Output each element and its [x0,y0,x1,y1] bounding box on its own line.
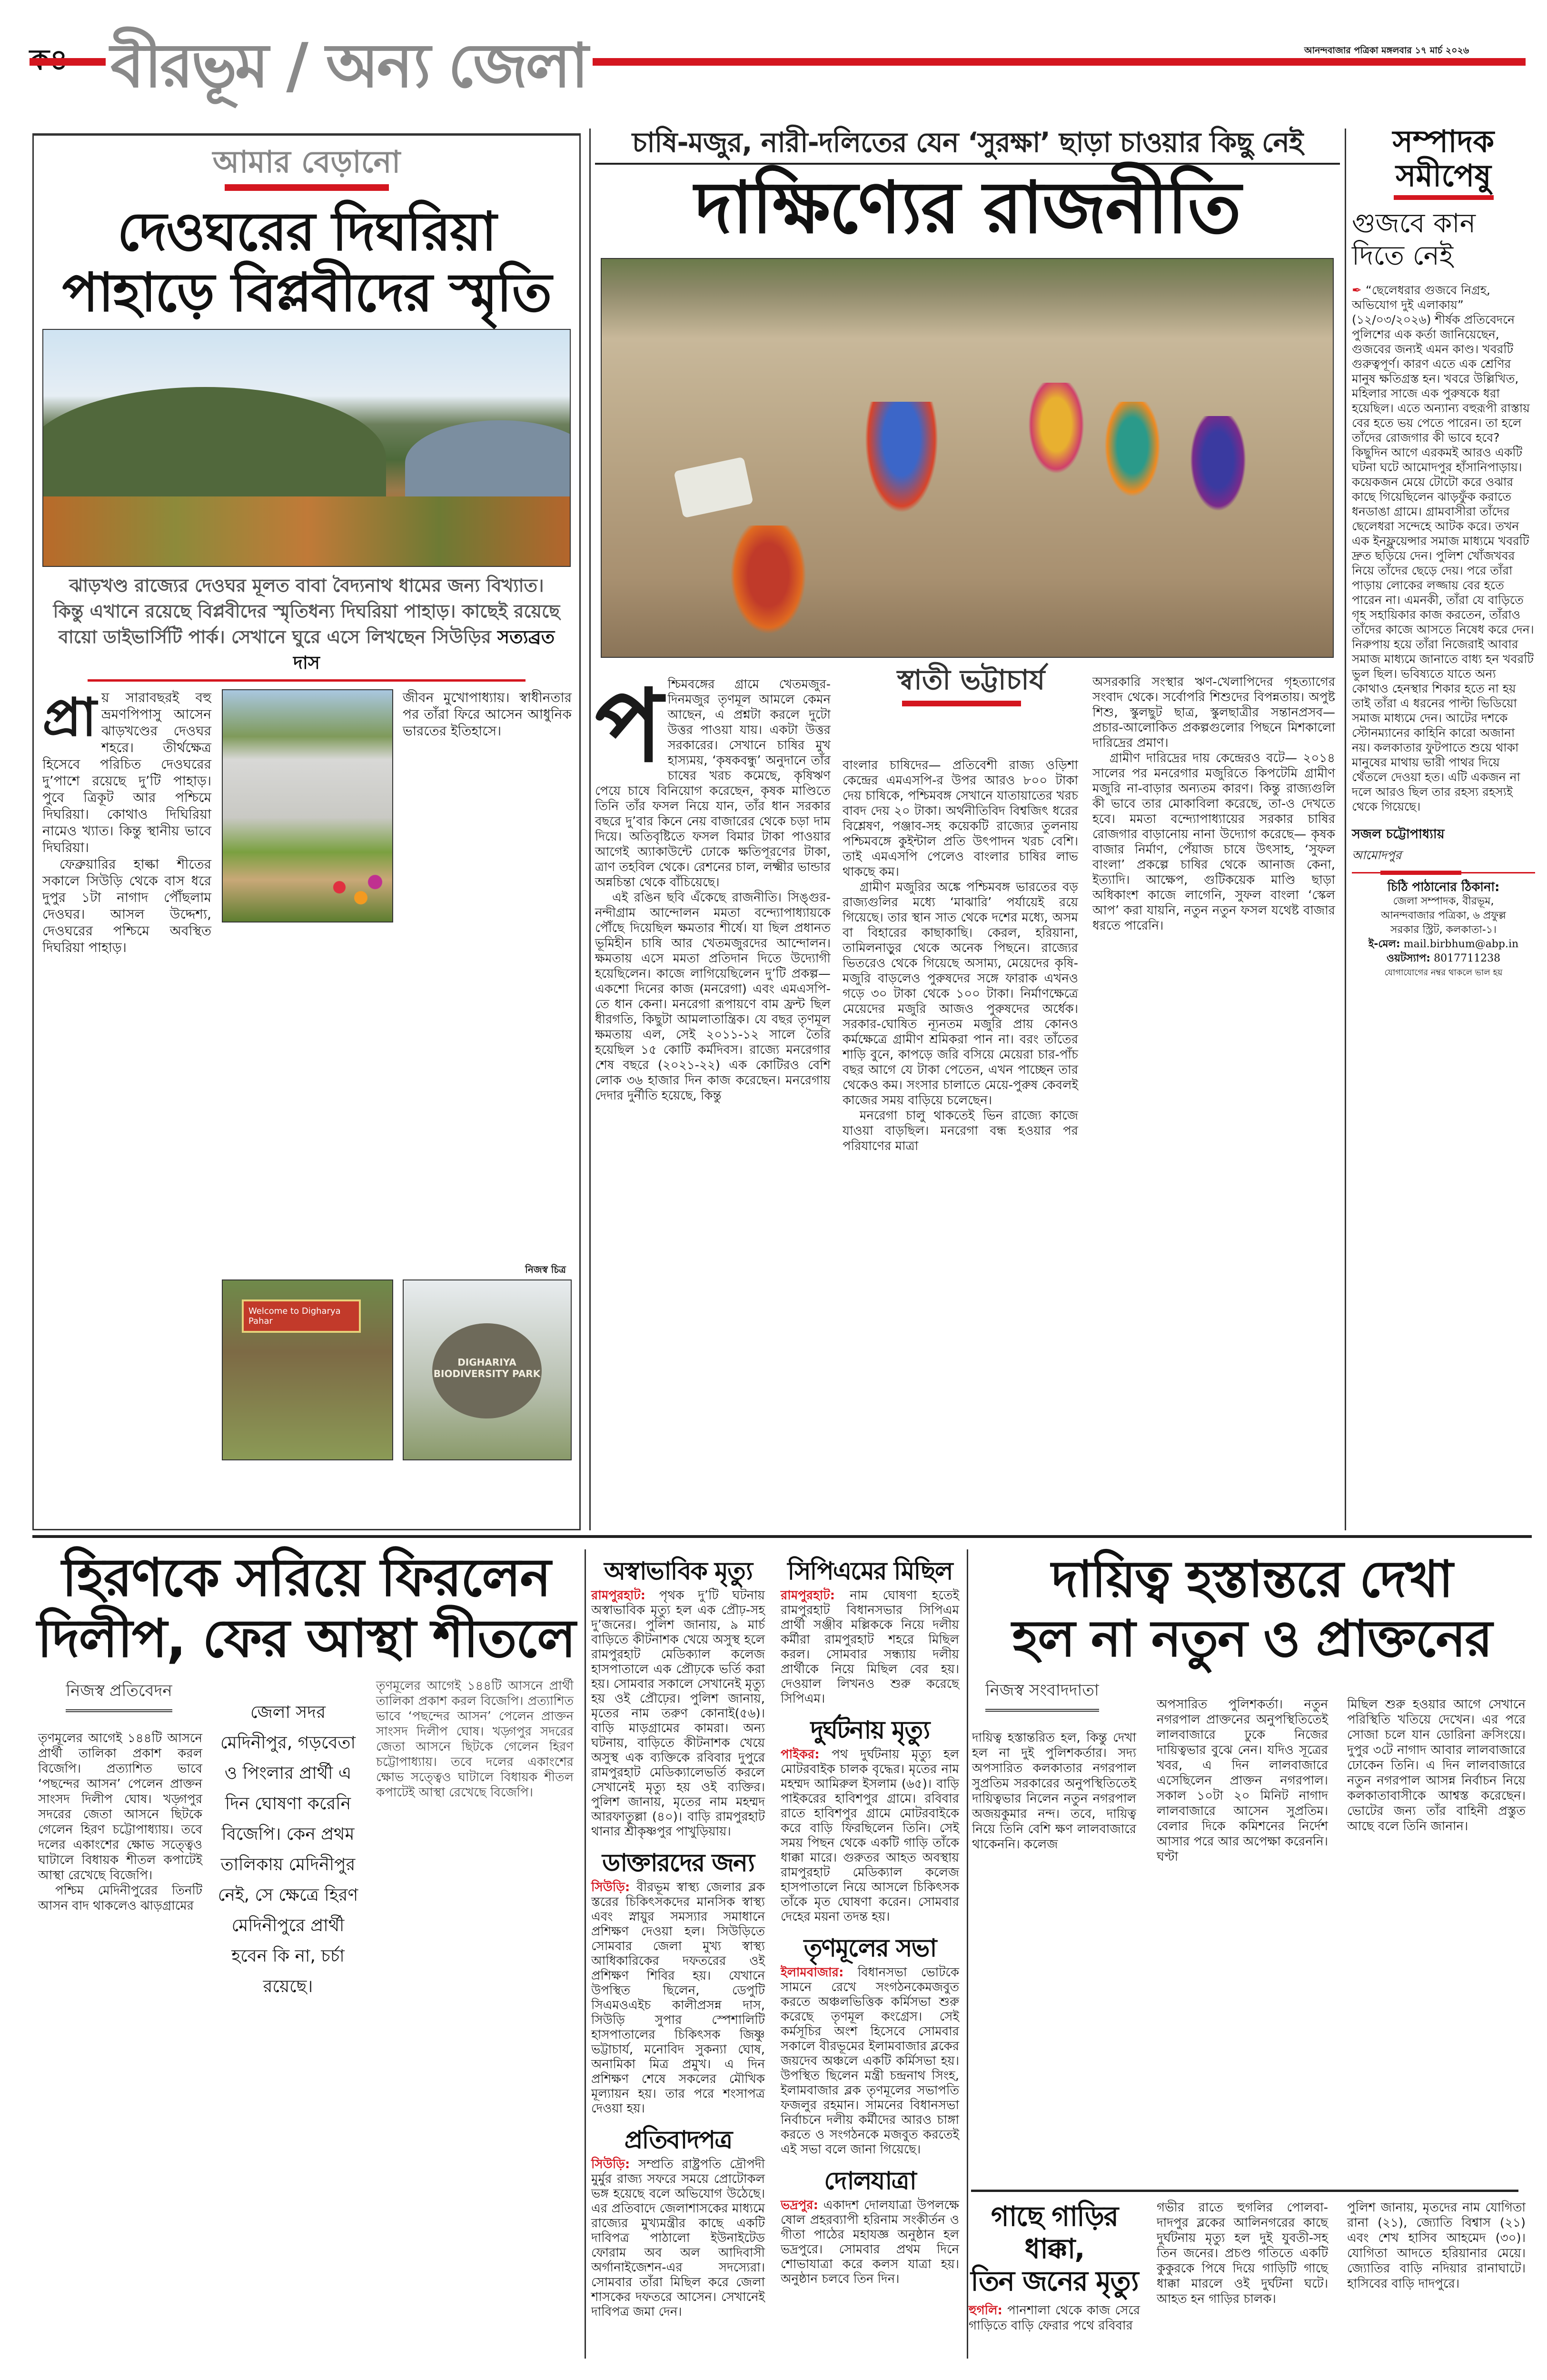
travel-headline-2: পাহাড়ে বিপ্লবীদের স্মৃতি [62,262,551,324]
address-footnote: যোগাযোগের নম্বর থাকলে ভাল হয় [1384,968,1503,978]
travel-deck [53,573,560,675]
bjp-story [32,1547,580,1996]
letters-column [1352,125,1535,980]
brief-text: সম্প্রতি রাষ্ট্রপতি দ্রৌপদী মুর্মুর রাজ্য সফরে সময়ে প্রোটোকল ভঙ্গ হয়েছে বলে অভিযোগ উঠেছে। এর প্রতিবাদে জেলাশাসকের মাধ্যমে রাজ্যের মুখ্যমন্ত্রীর কাছে একটি দাবিপত্র পাঠালো ইউনাইটেড ফোরাম অব অল আদিবাসী অর্গানাইজেশন-এর সদস্যেরা। সোমবার তাঁরা মিছিল করে জেলা শাসকের দফতরে আসেন। সেখানেই দাবিপত্র জমা দেন। [591,2157,765,2319]
travel-col-1 [42,689,211,956]
email-label: ই-মেল: [1368,938,1400,950]
masthead-bar-right [593,58,1526,66]
memorial-garden-photo [222,689,393,922]
bjp-sidebar: জেলা সদর মেদিনীপুর, গড়বেতা ও পিংলার প্রার্থী এ দিন ঘোষণা করেনি বিজেপি। কেন প্রথম তালিকায় মেদিনীপুর নেই, সে ক্ষেত্রে হিরণ মেদিনীপুরে প্রার্থী হবেন কি না, চর্চা রয়েছে। [218,1703,358,1996]
brief-title: তৃণমূলের সভা [803,1934,936,1963]
brief-place: হুগলি: [969,2303,1002,2318]
bjp-headline-1: হিরণকে সরিয়ে ফিরলেন [62,1547,550,1608]
paragraph: জীবন মুখোপাধ্যায়। স্বাধীনতার পর তাঁরা ফিরে আসেন আধুনিক ভারতের ইতিহাসে। [403,690,572,739]
paragraph: গ্রামীণ মজুরির অঙ্কে পশ্চিমবঙ্গ ভারতের বড় রাজ্যগুলির মধ্যে ‘মাঝারি’ পর্যায়েই রয়ে গিয়েছে। তার স্থান সাত থেকে দশের মধ্যে, অসম বা বিহারের কাছাকাছি। কেরল, হরিয়ানা, তামিলনাড়ুর থেকে অনেক পিছনে। রাজ্যের ভিতরেও থেকে গিয়েছে অসাম্য, মেয়েদের কৃষি-মজুরি বাড়লেও পুরুষদের সঙ্গে ফারাক এখনও গড়ে ৩০ টাকা থেকে ১০০ টাকা। নির্মাণক্ষেত্রে মেয়েদের মজুরি আজও পুরুষদের অর্ধেক। সরকার-ঘোষিত ন্যূনতম মজুরি প্রায় কোনও কর্মক্ষেত্রে গ্রামীণ শ্রমিকরা পান না। বরং তাঁতের শাড়ি বুনে, কাপড়ে জরি বসিয়ে মেয়েরা চার-পাঁচ বছর আগে যে টাকা পেতেন, এখন পাচ্ছেন তার থেকেও কম। সংসার চালাতে মেয়ে-পুরুষ কেবলই কাজের সময় বাড়িয়ে চলেছেন। [843,880,1078,1108]
brief-title: দুর্ঘটনায় মৃত্যু [810,1716,930,1745]
paragraph: ফেব্রুয়ারির হাল্কা শীতের সকালে সিউড়ি থেকে বাস ধরে দুপুর ১টা নাগাদ পৌঁছলাম দেওঘর। আসল উদ্দেশ্য, দেওঘরের পশ্চিমে অবস্থিত দিঘরিয়া পাহাড়। [42,856,211,955]
lead-byline: স্বাতী ভট্টাচার্য [897,664,1045,696]
police-headline-1: দায়িত্ব হস্তান্তরে দেখা [1051,1550,1453,1608]
shrub-foreground [43,496,571,567]
worker-figure [1182,416,1254,526]
dateline: আনন্দবাজার পত্রিকা মঙ্গলবার ১৭ মার্চ ২০২৬ [1304,45,1469,56]
worker-figure [721,526,816,649]
crash-col-2 [1157,2200,1328,2307]
briefs-col-right [781,1554,959,2287]
address-rule [1352,872,1535,873]
lead-col-2 [843,758,1078,1154]
bjp-col-3 [376,1678,574,1800]
paragraph: দায়িত্ব হস্তান্তরিত হল, কিন্তু দেখা হল না দুই পুলিশকর্তার। সদ্য অপসারিত কলকাতার নগরপাল সুপ্রতিম সরকারের অনুপস্থিতিতেই দায়িত্বভার নিলেন নতুন নগরপাল অজয়কুমার নন্দ। তবে, দায়িত্ব নিয়ে তিনি বেশি ক্ষণ লালবাজারে থাকেননি। কলেজ [972,1731,1136,1852]
travel-col-3 [403,689,572,739]
column-divider [1345,129,1346,1530]
photo-credit: নিজস্ব চিত্র [525,1264,566,1275]
welcome-sign-photo [222,1279,393,1460]
crash-story [969,2200,1530,2333]
address-box [1352,880,1535,980]
brief-place: রামপুরহাট: [781,1588,835,1603]
paragraph: গভীর রাতে হুগলির পোলবা-দাদপুর ব্লকের আলিনগরের কাছে দুর্ঘটনায় মৃত্যু হল দুই যুবতী-সহ তিন জনের। প্রচণ্ড গতিতে একটি কুকুরকে পিষে দিয়ে গাড়িটি গাছে ধাক্কা মারলে ওই দুর্ঘটনা ঘটে। আহত হন গাড়ির চালক। [1157,2201,1328,2306]
crash-left [969,2200,1140,2333]
brief [781,1931,959,2157]
women-workers-photo [601,258,1334,658]
letter-text: “ছেলেধরার গুজবে নিগ্রহ, অভিযোগ দুই এলাকায়” (১২/০৩/২০২৬) শীর্ষক প্রতিবেদনে পুলিশের এক কর্তা জানিয়েছেন, গুজবের জন্যই এমন কাণ্ড। খবরটি গুরুত্বপূর্ণ। কারণ এতে এক শ্রেণির মানুষ ক্ষতিগ্রস্ত হন। খবরে উল্লিখিত, মহিলার সাজে এক পুরুষকে ধরা হয়েছিল। এতে অন্যান্য বহুরূপী রাস্তায় বের হতে ভয় পেতে পারেন। তা হলে তাঁদের রোজগার কী ভাবে হবে? কিছুদিন আগে এরকমই আরও একটি ঘটনা ঘটে আমোদপুর হাঁসানিপাড়ায়। কয়েকজন মেয়ে টোটো করে ওঝার কাছে গিয়েছিলেন ঝাড়ফুঁক করাতে ধনডাঙা গ্রামে। গ্রামবাসীরা তাঁদের ছেলেধরা সন্দেহে আটক করে। তখন এক ইনফ্লুয়েন্সার সমাজ মাধ্যমে খবরটি দ্রুত ছড়িয়ে দেন। পুলিশ খোঁজখবর নিয়ে তাঁদের ছেড়ে দেয়। পরে তাঁরা পাড়ায় লোকের লজ্জায় বের হতে পারেন না। এমনকী, তাঁরা যে বাড়িতে গৃহ সহায়িকার কাজ করতেন, তাঁরাও তাঁদের কাজে আসতে নিষেধ করে দেন। নিরুপায় হয়ে তাঁরা নিজেরাই আবার সমাজ মাধ্যমে জানাতে বাধ্য হন খবরটি ভুল ছিল। ভবিষ্যতে যাতে অন্য কোথাও হেনস্থার শিকার হতে না হয় তাই তাঁরা এ ধরনের পাল্টা ভিডিয়ো সমাজ মাধ্যমে দেন। আটের দশকে স্টোনম্যানের কাহিনি কারো অজানা নয়। কলকাতার ফুটপাতে শুয়ে থাকা মানুষের মাথায় ভারী পাথর দিয়ে থেঁতলে দেওয়া হত। এটি একজন না দলে আরও ছিল তার রহস্য রহস্যই থেকে গিয়েছে। [1352,283,1534,813]
brief-place: রামপুরহাট: [591,1588,645,1603]
police-headline-2: হল না নতুন ও প্রাক্তনের [1012,1609,1492,1668]
bjp-col-1 [38,1731,202,1914]
crash-headline-2: তিন জনের মৃত্যু [971,2265,1138,2297]
bjp-byline [38,1678,200,1712]
crash-col-1 [969,2303,1140,2333]
sack [674,456,754,518]
paragraph: পশ্চিম মেদিনীপুরের তিনটি আসন বাদ থাকলেও ঝাড়গ্রামের [38,1884,202,1913]
address-line: আনন্দবাজার পত্রিকা, ৬ প্রফুল্ল [1381,910,1506,922]
police-col-2 [1157,1697,1328,1864]
briefs-col-left [591,1554,765,2320]
brief-text: পৃথক দু’টি ঘটনায় অস্বাভাবিক মৃত্যু হল এক প্রৌঢ়-সহ দু’জনের। পুলিশ জানায়, ৯ মার্চ বাড়িতে কীটনাশক খেয়ে অসুস্থ হলে রামপুরহাট মেডিক্যাল কলেজ হাসপাতালে এক প্রৌঢ়কে ভর্তি করা হয়। সোমবার সকালে সেখানেই মৃত্যু হয় ওই প্রৌঢ়ের। পুলিশ জানায়, মৃতের নাম তরুণ কোনাই(৫৬)। বাড়ি মাড়গ্রামের কামরা। অন্য ঘটনায়, বাড়িতে কীটনাশক খেয়ে অসুস্থ এক ব্যক্তিকে রবিবার দুপুরে রামপুরহাট মেডিক্যালেভর্তি করলে সেখানেই মৃত্যু হয় ওই ব্যক্তির। পুলিশ জানায়, মৃতের নাম মহম্মদ আরফাতুল্লা (৪০)। বাড়ি রামপুরহাট থানার শ্রীকৃষ্ণপুর পাখুড়িয়ায়। [591,1588,765,1839]
brief-title: প্রতিবাদপত্র [624,2126,732,2154]
paragraph: তৃণমূলের আগেই ১৪৪টি আসনে প্রার্থী তালিকা প্রকাশ করল বিজেপি। প্রত্যাশিত ভাবে ‘পছন্দের আসন’ পেলেন প্রাক্তন সাংসদ দিলীপ ঘোষ। খড়্গপুর সদরের জেতা আসনে ছিটকে গেলেন হিরণ চট্টোপাধ্যায়। তবে দলের একাংশের ক্ষোভ সত্ত্বেও ঘাটালে বিধায়ক শীতল কপাটেই আস্থা রেখেছে বিজেপি। [38,1731,202,1883]
travel-author: সত্যব্রত দাস [293,626,555,673]
travel-kicker: আমার বেড়ানো [212,145,401,180]
paragraph: বাংলার চাষিদের— প্রতিবেশী রাজ্য ওড়িশা কেন্দ্রের এমএসপি-র উপর আরও ৮০০ টাকা দেয় চাষিকে, পশ্চিমবঙ্গ সেখানে যাতায়াতের খরচ বাবদ দেয় ২০ টাকা। অর্থনীতিবিদ বিশ্বজিৎ ধরের বিশ্লেষণ, পঞ্জাব-সহ কয়েকটি রাজ্যের তুলনায় পশ্চিমবঙ্গে কুইন্টাল প্রতি উৎপাদন খরচ বেশি। তাই এমএসপি পেলেও বাংলার চাষির লাভ থাকছে কম। [843,758,1078,879]
lead-article [595,125,1340,1529]
address-title: চিঠি পাঠানোর ঠিকানা: [1387,880,1500,894]
byline-text: নিজস্ব সংবাদদাতা [985,1678,1099,1712]
lead-col-3 [1092,674,1335,933]
brief-place: সিউড়ি: [591,1880,630,1894]
paragraph: গ্রামীণ দারিদ্রের দায় কেন্দ্রেরও বটে— ২০১৪ সালের পর মনরেগার মজুরিতে কিপটেমি গ্রামীণ মজুরি না-বাড়ার অন্যতম কারণ। কিন্তু রাজ্যগুলি কী ভাবে তার মোকাবিলা করেছে, তা-ও দেখতে হবে। মমতা বন্দ্যোপাধ্যায়ের সরকার চাষির রোজগার বাড়ানোয় নানা উদ্যোগ করেছে— কৃষক বাজার নির্মাণ, পেঁয়াজ চাষে উৎসাহ, ‘সুফল বাংলা’ প্রকল্পে চাষির থেকে আনাজ কেনা, ইত্যাদি। আক্ষেপ, গুটিকয়েক মাণ্ডি ছাড়া অধিকাংশ কাজে লাগেনি, সুফল বাংলা ‘স্কেল আপ’ করা যায়নি, নতুন নতুন ফসল যথেষ্ট বাজার ধরতে পারেনি। [1092,751,1335,933]
brief-title: সিপিএমের মিছিল [787,1557,952,1586]
brief-place: সিউড়ি: [591,2157,630,2172]
bjp-headline-2: দিলীপ, ফের আস্থা শীতলে [37,1608,575,1669]
paragraph: শ্চিমবঙ্গের গ্রামে খেতমজুর-দিনমজুর তৃণমূল আমলে কেমন আছেন, এ প্রশ্নটা করলে দুটো উত্তর পাওয়া যায়। একটা উত্তর সরকারের। সেখানে চাষির মুখ হাস্যময়, ‘কৃষকবন্ধু’ অনুদানে তাঁর চাষের খরচ কমেছে, কৃষিঋণ পেয়ে চাষে বিনিয়োগ করেছেন, কৃষক মাণ্ডিতে তিনি তাঁর ফসল নিয়ে যান, তাঁর ধান সরকার বছরে দু’বার কিনে নেয় বাজারের থেকে চড়া দাম দিয়ে। অতিবৃষ্টিতে ফসল বিমার টাকা পাওয়ার আগেই অ্যাকাউন্টে ঢোকে ক্ষতিপূরণের টাকা, ত্রাণ তহবিল থেকে। রেশনের চাল, লক্ষ্মীর ভান্ডার অন্নচিন্তা থেকে বাঁচিয়েছে। [595,677,831,890]
brief [591,1846,765,2116]
police-col-1 [972,1730,1136,1852]
masthead-bar-left [30,58,106,66]
section-title: বীরভূম / অন্য জেলা [110,30,587,101]
paragraph: পুলিশ জানায়, মৃতদের নাম যোগিতা রানা (২১), জ্যোতি বিশ্বাস (২১) এবং শেখ হাসিব আহমেদ (৩০)। যোগিতা আদতে হরিয়ানার মেয়ে। জ্যোতির বাড়ি নদিয়ার রানাঘাটে। হাসিবের বাড়ি দাদপুরে। [1347,2201,1526,2291]
travel-article [32,133,581,1530]
section-rule [971,2190,1518,2192]
paragraph: পানশালা থেকে কাজ সেরে গাড়িতে বাড়ি ফেরার পথে রবিবার [969,2303,1140,2333]
crash-headline-1: গাছে গাড়ির ধাক্কা, [991,2200,1118,2265]
brief-place: ইলামবাজার: [781,1965,844,1980]
lead-body-area [595,663,1340,1529]
digharia-hill-photo [42,329,571,567]
page-divider [32,1535,1532,1538]
email-line [1352,937,1535,952]
crash-col-3 [1347,2200,1526,2291]
brief [591,1554,765,1839]
lead-headline: দাক্ষিণ্যের রাজনীতি [694,167,1240,249]
address-line: জেলা সম্পাদক, বীরভূম, [1393,895,1494,907]
paragraph: অসরকারি সংস্থার ঋণ-খেলাপিদের গৃহত্যাগের সংবাদ থেকে। সর্বোপরি শিশুদের বিপন্নতায়। অপুষ্ট শিশু, স্কুলছুট ছাত্র, স্কুলছাত্রীর সন্তানপ্রসব— প্রচার-আলোকিত প্রকল্পগুলোর পিছনে মিশকালো দারিদ্রের প্রমাণ। [1092,675,1335,750]
welcome-sign: Welcome to Digharya Pahar [242,1299,361,1333]
letters-title-1: সম্পাদক [1392,124,1495,159]
brief-title: ডাক্তারদের জন্য [602,1849,754,1877]
worker-figure [859,402,944,526]
kicker-underline [225,184,389,191]
brief-text: পথ দুর্ঘটনায় মৃত্যু হল মোটরবাইক চালক বৃদ্ধের। মৃতের নাম মহম্মদ আমিরুল ইসলাম (৬৫)। বাড়ি পাইকরের হাবিশপুর গ্রামে। রবিবার রাতে হাবিশপুর গ্রামে মোটরবাইকে করে বাড়ি ফিরছিলেন তিনি। সেই সময় পিছন থেকে একটি গাড়ি তাঁকে ধাক্কা মারে। গুরুতর আহত অবস্থায় রামপুরহাট মেডিক্যাল কলেজ হাসপাতালে নিয়ে আসলে চিকিৎসক তাঁকে মৃত ঘোষণা করেন। সোমবার দেহের ময়না তদন্ত হয়। [781,1747,959,1924]
letter-body [1352,283,1535,814]
brief [591,2123,765,2320]
brief-text: একাদশ দোলযাত্রা উপলক্ষে ষোল প্রহরব্যাপী হরিনাম সংকীর্তন ও গীতা পাঠের মহাযজ্ঞ অনুষ্ঠান হল ভদ্রপুরে। সোমবার প্রথম দিনে শোভাযাত্রা করে কলস যাত্রা হয়। অনুষ্ঠান চলবে তিন দিন। [781,2198,959,2286]
kicker-rule [595,163,1340,165]
lead-kicker: চাষি-মজুর, নারী-দলিতের যেন ‘সুরক্ষা’ ছাড়া চাওয়ার কিছু নেই [632,126,1303,159]
brief [781,2164,959,2287]
email-link[interactable]: mail.birbhum@abp.in [1403,938,1519,950]
address-line: সরকার স্ট্রিট, কলকাতা-১। [1390,924,1497,936]
lead-dropcap: প [595,668,663,784]
whatsapp-number: 8017711238 [1434,952,1501,964]
byline-underline [902,701,1021,706]
travel-headline-1: দেওঘরের দিঘরিয়া [117,201,496,263]
letter-headline: গুজবে কান দিতে নেই [1352,208,1476,271]
letters-underline [1394,195,1494,200]
whatsapp-line [1352,952,1535,966]
worker-figure [1097,402,1168,511]
travel-dropcap: প্রা [42,687,97,748]
far-hill-shape [405,420,571,506]
paragraph: এই রঙিন ছবি এঁকেছে রাজনীতি। সিঙ্গুর-নন্দীগ্রাম আন্দোলন মমতা বন্দ্যোপাধ্যায়কে পৌঁছে দিয়েছিল ক্ষমতার শীর্ষে। যা ছিল প্রধানত ভূমিহীন চাষি আর খেতমজুরদের আন্দোলন। ক্ষমতায় এসে মমতা প্রতিদান দিতে উদ্যোগী হয়েছিলেন। কাজে লাগিয়েছিলেন দু’টি প্রকল্প— একশো দিনের কাজ (মনরেগা) এবং এমএসপি-তে ধান কেনা। মনরেগা রূপায়ণে বাম ফ্রন্ট ছিল ধীরগতি, কিছুটা আমলাতান্ত্রিক। যে বছর তৃণমূল ক্ষমতায় এল, সেই ২০১১-১২ সালে তৈরি হয়েছিল ১৫ কোটি কর্মদিবস। রাজ্যে মনরেগার শেষ বছরে (২০২১-২২) এক কোটিরও বেশি লোক ৩৬ হাজার দিন কাজ করেছেন। মনরেগায় দেদার দুর্নীতি হয়েছে, কিন্তু [595,891,831,1103]
letters-title-2: সমীপেষু [1396,159,1491,194]
brief-title: অস্বাভাবিক মৃত্যু [604,1557,752,1586]
police-story [971,1549,1533,1864]
biodiversity-board-photo [403,1279,572,1460]
deck-text: ঝাড়খণ্ড রাজ্যের দেওঘর মূলত বাবা বৈদ্যনাথ ধামের জন্য বিখ্যাত। কিন্তু এখানে রয়েছে বিপ্লবীদের স্মৃতিধন্য দিঘরিয়া পাহাড়। কাছেই রয়েছে বায়ো ডাইভার্সিটি পার্ক। সেখানে ঘুরে এসে লিখছেন সিউড়ির [53,575,560,647]
pen-icon: ✒︎ [1352,283,1362,297]
police-col-3 [1347,1697,1526,1834]
brief-text: বীরভূম স্বাস্থ্য জেলার ব্লক স্তরের চিকিৎসকদের মানসিক স্বাস্থ্য এবং স্নায়ুর সমস্যার সমাধানে প্রশিক্ষণ দেওয়া হল। সিউড়িতে সোমবার জেলা মুখ্য স্বাস্থ্য আধিকারিকের দফতরের ওই প্রশিক্ষণ শিবির হয়। যেখানে উপস্থিত ছিলেন, ডেপুটি সিএমওএইচ কালীপ্রসন্ন দাস, সিউড়ি সুপার স্পেশালিটি হাসপাতালের চিকিৎসক জিষ্ণু ভট্টাচার্য, মনোবিদ সুকন্যা ঘোষ, অনামিকা মিত্র প্রমুখ। এ দিন প্রশিক্ষণ শেষে সকলের মৌখিক মূল্যায়ন হয়। তার পরে শংসাপত্র দেওয়া হয়। [591,1880,765,2116]
brief-title: দোলযাত্রা [824,2167,916,2195]
paragraph: মনরেগা চালু থাকতেই ভিন রাজ্যে কাজে যাওয়া বাড়ছিল। মনরেগা বন্ধ হওয়ার পর পরিযাণের মাত্রা [843,1109,1078,1153]
flower-bed [318,866,389,919]
letter-place: আমোদপুর [1352,848,1402,862]
brief [781,1713,959,1924]
worker-figure [1021,383,1092,487]
paragraph: য় সারাবছরই বহু ভ্রমণপিপাসু আসেন ঝাড়খণ্ডের দেওঘর শহরে। তীর্থক্ষেত্র হিসেবে পরিচিত দেওঘরের দু’পাশে রয়েছে দু’টি পাহাড়। পুবে ত্রিকূট আর পশ্চিমে দিঘরিয়া। কোথাও দিঘিরিয়া নামেও খ্যাত। কিন্তু স্থানীয় ভাবে দিঘরিয়া। [42,690,211,855]
letter-signature: সজল চট্টোপাধ্যায় [1352,827,1445,842]
biodiversity-board: DIGHARIYA BIODIVERSITY PARK [432,1323,542,1418]
police-byline [985,1678,1109,1712]
brief [781,1554,959,1706]
brief-text: নাম ঘোষণা হতেই রামপুরহাট বিধানসভার সিপিএম প্রার্থী সঞ্জীব মল্লিককে নিয়ে দলীয় কর্মীরা রামপুরহাট শহরে মিছিল করল। সোমবার সন্ধ্যায় দলীয় প্রার্থীকে নিয়ে মিছিল বের হয়। দেওয়াল লিখনও শুরু করেছে সিপিএম। [781,1588,959,1706]
brief-place: পাইকর: [781,1747,820,1762]
whatsapp-label: ওয়টস্যাপ: [1386,952,1431,964]
column-divider [589,129,591,1530]
deck-underline [88,679,526,682]
paragraph: তৃণমূলের আগেই ১৪৪টি আসনে প্রার্থী তালিকা প্রকাশ করল বিজেপি। প্রত্যাশিত ভাবে ‘পছন্দের আসন’ পেলেন প্রাক্তন সাংসদ দিলীপ ঘোষ। খড়্গপুর সদরের জেতা আসনে ছিটকে গেলেন হিরণ চট্টোপাধ্যায়। তবে দলের একাংশের ক্ষোভ সত্ত্বেও ঘাটালে বিধায়ক শীতল কপাটেই আস্থা রেখেছে বিজেপি। [376,1679,574,1800]
brief-place: ভদ্রপুর: [781,2198,818,2212]
paragraph: অপসারিত পুলিশকর্তা। নতুন নগরপাল প্রাক্তনের অনুপস্থিতিতেই লালবাজারে ঢুকে নিজের দায়িত্বভার বুঝে নেন। যদিও সূত্রের খবর, এ দিন লালবাজারে এসেছিলেন প্রাক্তন নগরপাল। সকাল ১০টা ২০ মিনিট নাগাদ লালবাজারে আসেন সুপ্রতিম। বেলার দিকে কমিশনের নির্দেশ আসার পরে আর অপেক্ষা করেননি। ঘণ্টা [1157,1697,1328,1864]
paragraph: মিছিল শুরু হওয়ার আগে সেখানে পরিস্থিতি খতিয়ে দেখেন। এর পরে সোজা চলে যান ডোরিনা ক্রসিংয়ে। দুপুর ৩টে নাগাদ আবার লালবাজারে ঢোকেন তিনি। এ দিন লালবাজারে নতুন নগরপাল আসন্ন নির্বাচন নিয়ে কলকাতাবাসীকে আশ্বস্ত করেছেন। ভোটের জন্য তাঁর বাহিনী প্রস্তুত আছে বলে তিনি জানান। [1347,1697,1526,1834]
byline-text: নিজস্ব প্রতিবেদন [66,1678,172,1712]
travel-body-area [42,689,571,1529]
lead-col-1 [595,668,831,1103]
brief-text: বিধানসভা ভোটকে সামনে রেখে সংগঠনকেমজবুত করতে অঞ্চলভিত্তিক কর্মিসভা শুরু করেছে তৃণমূল কংগ্রেস। সেই কর্মসূচির অংশ হিসেবে সোমবার সকালে বীরভূমের ইলামবাজার ব্লকের জয়দেব অঞ্চলে একটি কর্মিসভা হয়। উপস্থিত ছিলেন মন্ত্রী চন্দ্রনাথ সিংহ, ইলামবাজার ব্লক তৃণমূলের সভাপতি ফজলুর রহমান। সামনের বিধানসভা নির্বাচনে দলীয় কর্মীদের আরও চাঙ্গা করতে ও সংগঠনকে মজবুত করতেই এই সভা বলে জানা গিয়েছে। [781,1965,959,2157]
